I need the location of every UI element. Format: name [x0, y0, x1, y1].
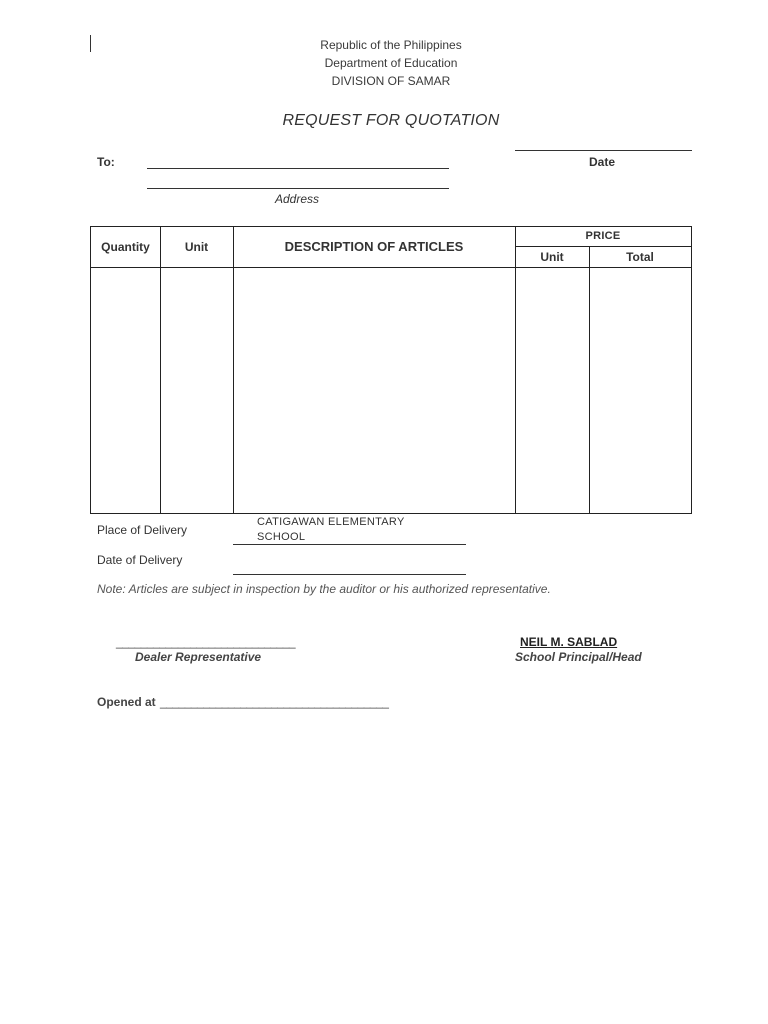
- table-divider-quantity: [160, 227, 161, 513]
- opened-at-label: Opened at: [97, 695, 156, 709]
- principal-name: NEIL M. SABLAD: [520, 635, 618, 649]
- col-description: DESCRIPTION OF ARTICLES: [284, 239, 464, 254]
- opened-at-line: _____________________________________: [160, 695, 389, 709]
- date-of-delivery-line: [233, 574, 466, 575]
- inspection-note: Note: Articles are subject in inspection by the auditor or his authorized representative.: [97, 582, 551, 596]
- col-price-group: PRICE: [585, 230, 621, 242]
- col-quantity: Quantity: [101, 240, 150, 254]
- table-divider-unit: [233, 227, 234, 513]
- articles-table: [90, 226, 692, 514]
- col-price-total: Total: [626, 250, 654, 264]
- header-republic: Republic of the Philippines: [320, 38, 462, 52]
- to-address-line: [147, 188, 449, 189]
- place-of-delivery-label: Place of Delivery: [97, 523, 188, 537]
- address-label: Address: [275, 192, 320, 206]
- to-label: To:: [97, 155, 115, 169]
- header-department: Department of Education: [324, 56, 458, 70]
- date-of-delivery-label: Date of Delivery: [97, 553, 183, 567]
- table-price-divider: [515, 246, 691, 247]
- to-name-line: [147, 168, 449, 169]
- table-divider-description: [515, 227, 516, 513]
- document-title: REQUEST FOR QUOTATION: [282, 112, 500, 129]
- place-of-delivery-value-2: SCHOOL: [257, 531, 306, 543]
- table-divider-price: [589, 246, 590, 513]
- col-price-unit: Unit: [540, 250, 564, 264]
- dealer-signature-line: _____________________________: [116, 635, 296, 649]
- place-of-delivery-value-1: CATIGAWAN ELEMENTARY: [257, 516, 405, 528]
- dealer-representative-label: Dealer Representative: [135, 650, 262, 664]
- date-line: [515, 150, 692, 151]
- principal-title: School Principal/Head: [515, 650, 642, 664]
- date-label: Date: [589, 155, 616, 169]
- col-unit: Unit: [184, 240, 209, 254]
- table-header-bottom: [91, 267, 691, 268]
- place-of-delivery-line: [233, 544, 466, 545]
- header-division: DIVISION OF SAMAR: [331, 74, 451, 88]
